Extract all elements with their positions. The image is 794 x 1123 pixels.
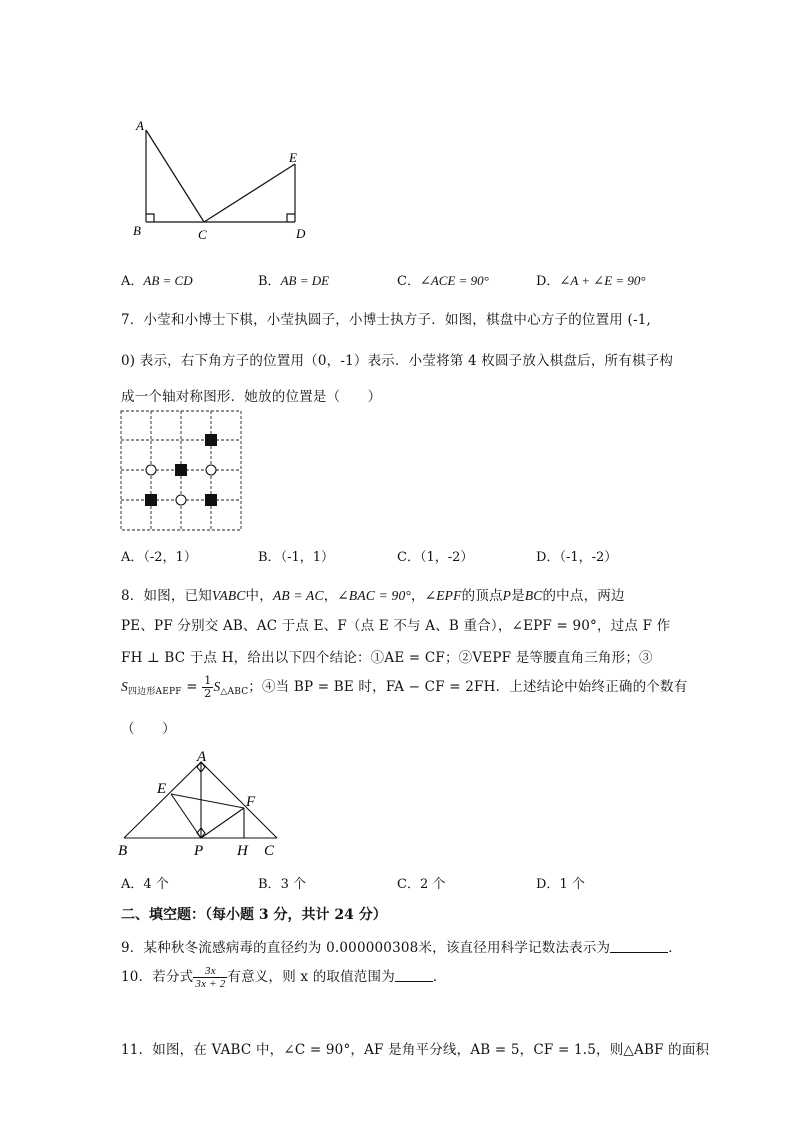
label-B: B: [118, 843, 128, 859]
q6-option-c[interactable]: C．∠ACE = 90°: [397, 273, 489, 289]
q8-option-c[interactable]: C．2 个: [397, 877, 446, 892]
q8-line-5: （ ）: [121, 721, 176, 737]
q8-option-a[interactable]: A．4 个: [121, 877, 169, 892]
q7-option-c[interactable]: C．（1，-2）: [397, 550, 474, 565]
label-C: C: [264, 843, 275, 859]
circle-piece: [146, 465, 156, 475]
q7-line-2: 0) 表示，右下角方子的位置用（0，-1）表示．小莹将第 4 枚圆子放入棋盘后，所有棋子构: [121, 353, 674, 369]
answer-blank[interactable]: [395, 969, 433, 982]
q8-option-b[interactable]: B．3 个: [258, 877, 306, 892]
q7-option-b[interactable]: B．（-1，1）: [258, 550, 334, 565]
label-F: F: [246, 794, 256, 810]
q7-option-a[interactable]: A．（-2，1）: [121, 550, 197, 565]
square-piece: [205, 494, 217, 506]
circle-piece: [176, 495, 186, 505]
label-E: E: [157, 781, 167, 797]
label-B: B: [133, 223, 141, 238]
label-E: E: [289, 150, 297, 165]
section-title: 二、填空题：（每小题 3 分，共计 24 分）: [121, 907, 387, 923]
q7-line-1: 7．小莹和小博士下棋，小莹执圆子，小博士执方子．如图，棋盘中心方子的位置用 (-1,: [121, 312, 651, 328]
label-C: C: [198, 227, 207, 242]
label-P: P: [194, 843, 204, 859]
answer-blank[interactable]: [610, 940, 668, 953]
q8-line-2: PE、PF 分别交 AB、AC 于点 E、F（点 E 不与 A、B 重合），∠EPF = 90°，过点 F 作: [121, 618, 671, 634]
square-piece: [205, 434, 217, 446]
q8-line-3: FH ⊥ BC 于点 H，给出以下四个结论：①AE = CF；②VEPF 是等腰直角三角形；③: [121, 650, 653, 666]
q6-figure: [125, 112, 325, 247]
label-H: H: [237, 843, 248, 859]
label-A: A: [197, 749, 207, 765]
q6-option-a[interactable]: A．AB = CD: [121, 273, 193, 289]
q6-option-b[interactable]: B．AB = DE: [258, 273, 330, 289]
q7-option-d[interactable]: D．（-1，-2）: [536, 550, 618, 565]
square-piece: [145, 494, 157, 506]
q8-option-d[interactable]: D．1 个: [536, 877, 585, 892]
q7-line-3: 成一个轴对称图形．她放的位置是（ ）: [121, 389, 382, 405]
q11-line: 11．如图，在 VABC 中，∠C = 90°，AF 是角平分线，AB = 5，CF = 1.5，则△ABF 的面积: [121, 1042, 710, 1058]
q8-line-1: 8．如图，已知VABC中，AB = AC，∠BAC = 90°，∠EPF的顶点P是BC的中点，两边: [121, 588, 625, 604]
q9-line: 9．某种秋冬流感病毒的直径约为 0.000000308米，该直径用科学记数法表示为 ．: [121, 940, 682, 956]
q8-line-4: $S_{四边形AEPF}$ = $\frac{1}{2}$ $S_{\triangle ABC}$；④当 BP = BE 时，FA − CF = 2FH．上述结论中始终正确的个数有: [121, 674, 688, 700]
q8-figure: [115, 745, 285, 860]
circle-piece: [206, 465, 216, 475]
label-D: D: [296, 226, 306, 241]
q6-option-d[interactable]: D．∠A + ∠E = 90°: [536, 273, 646, 289]
square-piece: [175, 464, 187, 476]
label-A: A: [136, 118, 144, 133]
q10-line: 10．若分式 $\frac{3x}{3x + 2}$ 有意义，则 x 的取值范围为 ．: [121, 965, 447, 990]
q7-chessboard: [119, 410, 243, 532]
